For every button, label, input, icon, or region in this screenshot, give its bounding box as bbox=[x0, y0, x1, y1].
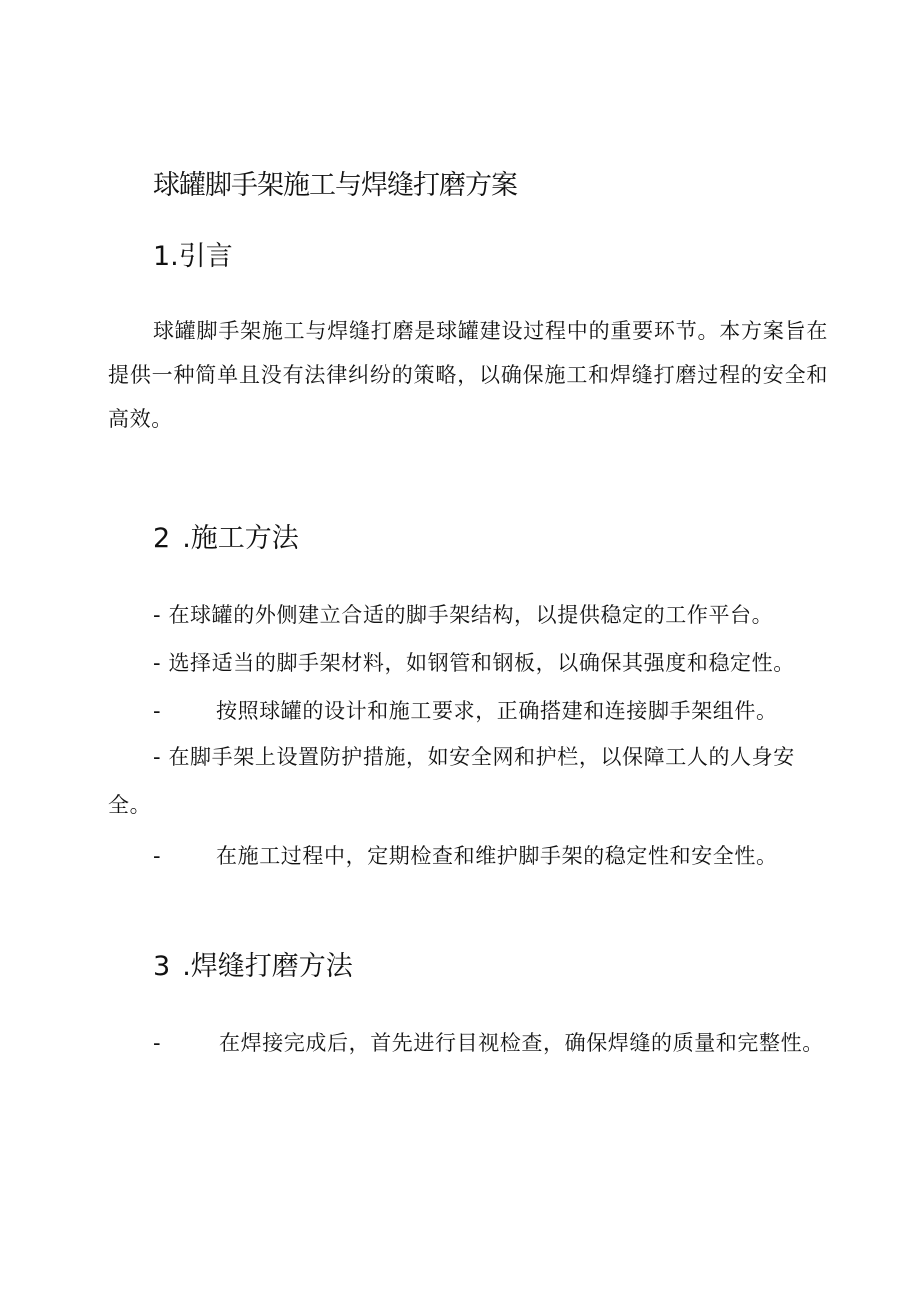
bullet-dash: - bbox=[153, 844, 162, 868]
list-item: - 在脚手架上设置防护措施，如安全网和护栏，以保障工人的人身安全。 bbox=[108, 745, 795, 817]
section-heading-construction bbox=[153, 519, 299, 559]
list-item-text: 按照球罐的设计和施工要求，正确搭建和连接脚手架组件。 bbox=[216, 699, 778, 723]
list-item-text: 在施工过程中，定期检查和维护脚手架的稳定性和安全性。 bbox=[216, 844, 778, 868]
list-item: - 在球罐的外侧建立合适的脚手架结构，以提供稳定的工作平台。 bbox=[153, 603, 774, 627]
section-heading-intro bbox=[153, 237, 233, 277]
list-item: - 选择适当的脚手架材料，如钢管和钢板，以确保其强度和稳定性。 bbox=[153, 651, 795, 675]
section-heading-grinding bbox=[153, 947, 353, 987]
bullet-dash: - bbox=[153, 1031, 162, 1055]
bullet-dash: - bbox=[153, 699, 162, 723]
section-heading-text: .施工方法 bbox=[182, 523, 299, 554]
section-heading-text: 引言 bbox=[178, 241, 233, 272]
intro-paragraph: 球罐脚手架施工与焊缝打磨是球罐建设过程中的重要环节。本方案旨在提供一种简单且没有法律纠纷的策略，以确保施工和焊缝打磨过程的安全和高效。 bbox=[108, 319, 828, 431]
list-item-text: 在焊接完成后，首先进行目视检查，确保焊缝的质量和完整性。 bbox=[219, 1031, 824, 1055]
section-number: 2 bbox=[153, 523, 171, 554]
section-number: 1. bbox=[153, 241, 179, 272]
section-heading-text: .焊缝打磨方法 bbox=[182, 951, 353, 982]
section-number: 3 bbox=[153, 951, 171, 982]
list-item bbox=[108, 687, 838, 735]
list-item bbox=[108, 832, 838, 880]
document-title: 球罐脚手架施工与焊缝打磨方案 bbox=[153, 170, 517, 201]
list-item bbox=[108, 1019, 838, 1067]
